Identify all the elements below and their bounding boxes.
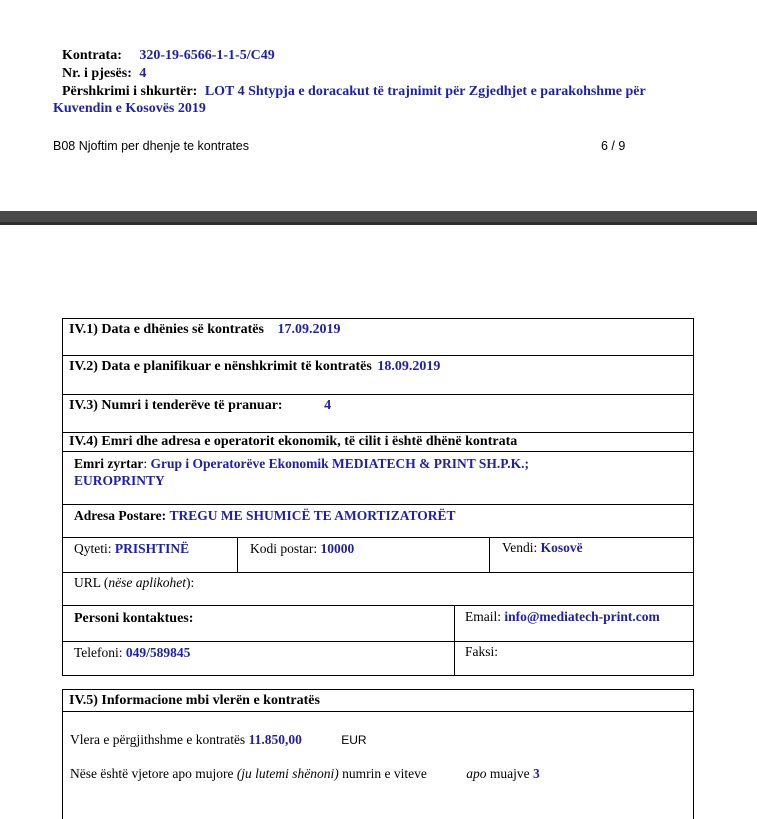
annual-text: Nëse është vjetore apo mujore [70, 766, 234, 781]
award-date: 17.09.2019 [277, 322, 341, 337]
part-number: 4 [139, 66, 147, 81]
official-name-value: Grup i Operatorëve Ekonomik MEDIATECH & PRINT SH.P.K.; [150, 456, 530, 471]
postal-address-label: Adresa Postare: [74, 508, 167, 523]
iv1-label: IV.1) Data e dhënies së kontratës [69, 322, 264, 337]
postal-address-value: TREGU ME SHUMICË TE AMORTIZATORËT [169, 508, 456, 523]
country-field [502, 540, 583, 556]
email-label: Email: [465, 609, 501, 624]
contract-line [62, 47, 275, 64]
url-label: URL ( [74, 575, 109, 590]
country-value: Kosovë [540, 540, 583, 555]
total-value-label: Vlera e përgjithshme e kontratës [70, 732, 246, 747]
email-value[interactable]: info@mediatech-print.com [504, 609, 660, 624]
phone-value: 049/589845 [125, 645, 191, 660]
contact-cell [62, 605, 455, 642]
iv3-row [62, 394, 694, 433]
postal-code-cell [237, 537, 490, 573]
email-field [465, 609, 660, 625]
description-line [62, 83, 646, 100]
form-code: B08 Njoftim per dhenje te kontrates [53, 139, 249, 153]
url-label-end: ): [185, 575, 195, 590]
page-separator-shadow [0, 222, 757, 225]
contract-number: 320-19-6566-1-1-5/C49 [139, 48, 275, 63]
duration-line [70, 766, 540, 782]
iv2-row [62, 355, 694, 395]
iv1-row [62, 318, 694, 356]
url-label-note: nëse aplikohet [108, 575, 186, 590]
description-label: Përshkrimi i shkurtër: [62, 84, 198, 99]
description-value-cont: Kuvendin e Kosovës 2019 [53, 101, 206, 116]
contract-label: Kontrata: [62, 48, 122, 63]
iv2-label: IV.2) Data e planifikuar e nënshkrimit të kontratës [69, 359, 372, 374]
currency: EUR [341, 733, 367, 747]
city-label: Qyteti: [74, 541, 112, 556]
total-value-line [70, 732, 367, 748]
official-name-label: Emri zyrtar [74, 456, 144, 471]
page-number: 6 / 9 [601, 139, 626, 153]
phone-label: Telefoni: [74, 645, 123, 660]
iv5-label: IV.5) Informacione mbi vlerën e kontratës [69, 693, 320, 708]
years-label: numrin e viteve [342, 766, 427, 781]
postal-address-row [62, 504, 694, 538]
iv5-divider [62, 711, 694, 712]
postal-code-label: Kodi postar: [250, 541, 318, 556]
iv4-row [62, 432, 694, 452]
phone-cell [62, 641, 455, 676]
official-name-value-cont: EUROPRINTY [74, 473, 165, 488]
country-label: Vendi: [502, 540, 538, 555]
url-row [62, 572, 694, 606]
part-line [62, 65, 146, 82]
iv5-box [62, 689, 694, 819]
city-value: PRISHTINË [114, 541, 190, 556]
phone-row [62, 641, 694, 676]
contact-label: Personi kontaktues: [74, 611, 194, 626]
postal-code-value: 10000 [320, 541, 355, 556]
total-value: 11.850,00 [248, 732, 302, 747]
or-label: apo [466, 766, 487, 781]
tenders-count: 4 [324, 398, 332, 413]
part-label: Nr. i pjesës: [62, 66, 132, 81]
fax-label: Faksi: [465, 644, 499, 659]
contact-row [62, 605, 694, 642]
months-label: muajve [489, 766, 530, 781]
official-name-row: Emri zyrtar: Grup i Operatorëve Ekonomik MEDIATECH & PRINT SH.P.K.; EUROPRINTY [62, 451, 694, 505]
city-row [62, 537, 694, 573]
signing-date: 18.09.2019 [377, 359, 441, 374]
months-value: 3 [533, 766, 540, 781]
annual-note: (ju lutemi shënoni) [236, 766, 339, 781]
city-cell [62, 537, 238, 573]
iv3-label: IV.3) Numri i tenderëve të pranuar: [69, 398, 283, 413]
iv4-label: IV.4) Emri dhe adresa e operatorit ekonomik, të cilit i është dhënë kontrata [69, 434, 518, 449]
description-value: LOT 4 Shtypja e doracakut të trajnimit për Zgjedhjet e parakohshme për [204, 84, 646, 99]
